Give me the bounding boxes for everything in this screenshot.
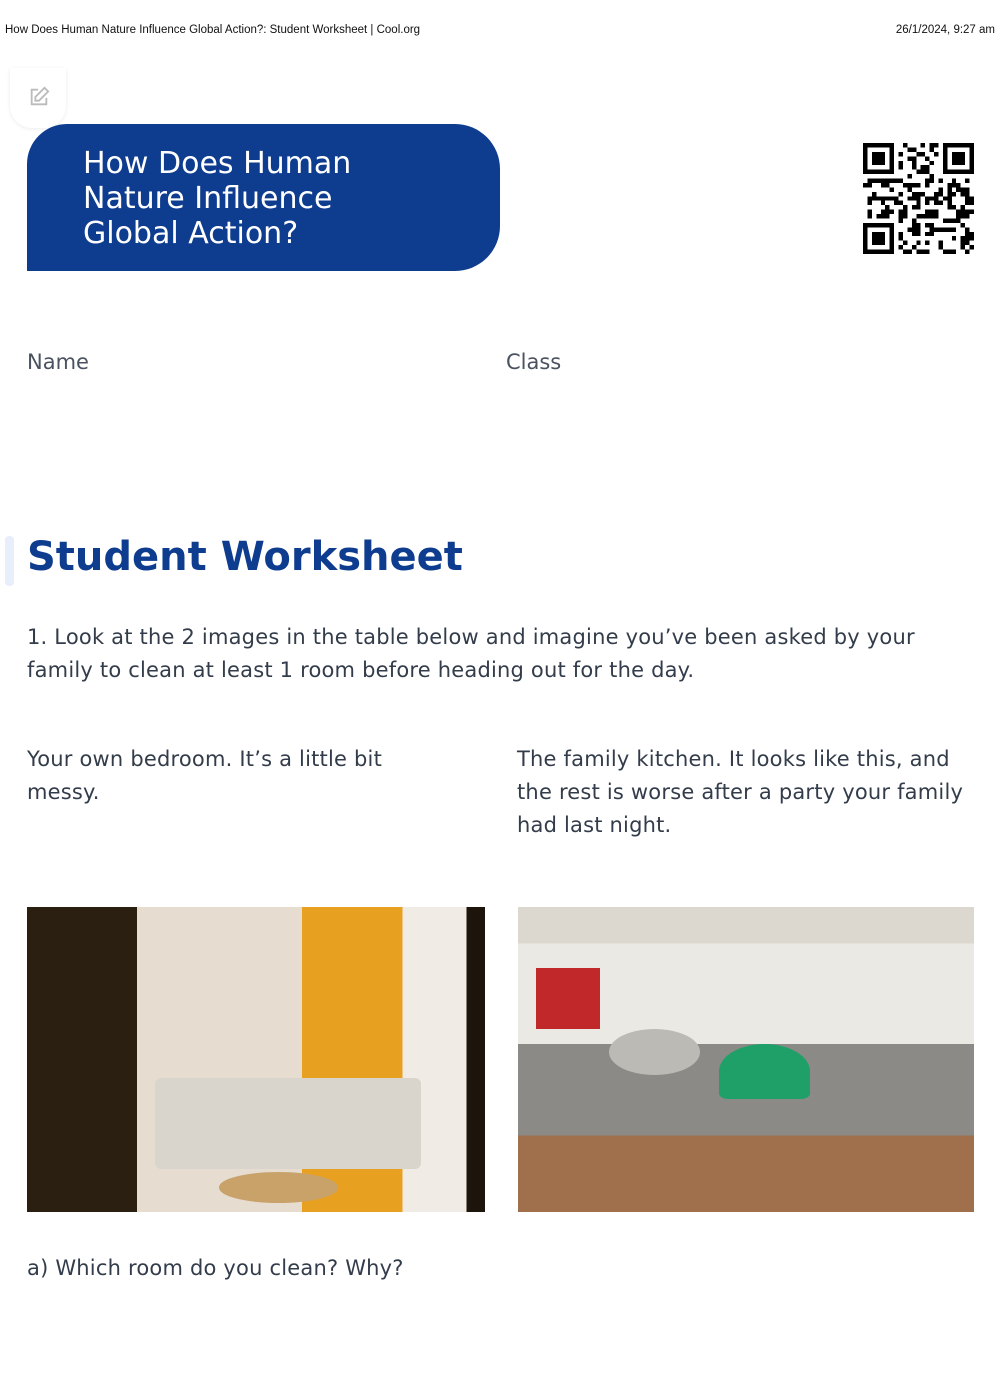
pot xyxy=(609,1029,700,1075)
knives xyxy=(536,968,600,1029)
qr-code xyxy=(863,143,974,254)
section-heading: Student Worksheet xyxy=(27,534,463,580)
bed xyxy=(155,1078,421,1170)
dirty-kitchen-sink-photo xyxy=(518,907,974,1212)
green-bowl xyxy=(719,1044,810,1099)
section-marker xyxy=(5,536,14,586)
edit-icon xyxy=(28,86,50,108)
class-label: Class xyxy=(506,350,562,374)
title-banner xyxy=(27,124,500,271)
print-datetime: 26/1/2024, 9:27 am xyxy=(895,24,995,36)
bedroom-caption: Your own bedroom. It’s a little bit messy. xyxy=(27,747,382,804)
browser-page-title: How Does Human Nature Influence Global Action?: Student Worksheet | Cool.org xyxy=(5,24,421,36)
question-1a: a) Which room do you clean? Why? xyxy=(27,1256,404,1280)
messy-bedroom-photo xyxy=(27,907,485,1212)
edit-button[interactable] xyxy=(10,68,66,128)
name-label: Name xyxy=(27,350,89,374)
kitchen-caption: The family kitchen. It looks like this, and the rest is worse after a party your family had last night. xyxy=(517,747,964,837)
rug xyxy=(219,1172,338,1203)
page-title: How Does Human Nature Influence Global Action? xyxy=(83,146,352,251)
question-1: 1. Look at the 2 images in the table below and imagine you’ve been asked by your family to clean at least 1 room before heading out for the day. xyxy=(27,625,915,682)
